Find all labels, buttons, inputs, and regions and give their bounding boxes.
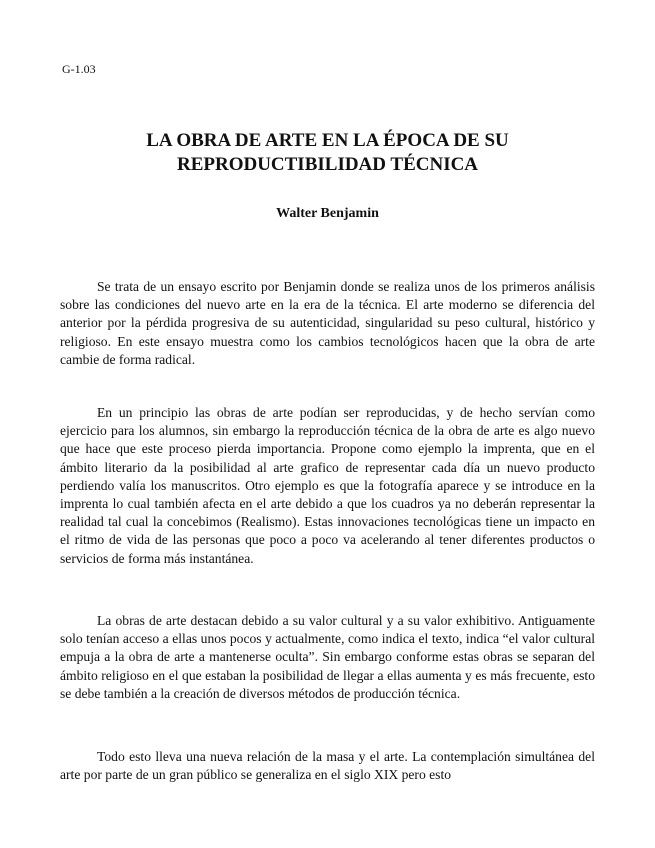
paragraph-2: En un principio las obras de arte podían ser reproducidas, y de hecho servían como ejercicio para los alumnos, sin embargo la reproducción técnica de la obra de arte es algo nuevo que hace que este proceso pierda importancia. Propone como ejemplo la imprenta, que en el ámbito literario da la posibilidad al arte grafico de representar cada día un nuevo producto perdiendo valía los manuscritos. Otro ejemplo es que la fotografía aparece y se introduce en la imprenta lo cual también afecta en el arte debido a que los cuadros ya no deberán representar la realidad tal cual la concebimos (Realismo). Estas innovaciones tecnológicas tiene un impacto en el ritmo de vida de las personas que poco a poco va acelerando al tener diferentes productos o servicios de forma más instantánea.: [60, 405, 595, 566]
document-code: G-1.03: [62, 62, 96, 76]
author-name: Walter Benjamin: [276, 206, 379, 221]
document-title: [60, 129, 595, 177]
title-line-2: REPRODUCTIBILIDAD TÉCNICA: [176, 154, 479, 175]
title-line-1: LA OBRA DE ARTE EN LA ÉPOCA DE SU: [146, 130, 509, 151]
paragraph-1: Se trata de un ensayo escrito por Benjamin donde se realiza unos de los primeros análisis sobre las condiciones del nuevo arte en la era de la técnica. El arte moderno se diferencia del anterior por la pérdida progresiva de su autenticidad, singularidad su peso cultural, histórico y religioso. En este ensayo muestra como los cambios tecnológicos hacen que la obra de arte cambie de forma radical.: [60, 279, 595, 367]
paragraph-3: La obras de arte destacan debido a su valor cultural y a su valor exhibitivo. Antiguamente solo tenían acceso a ellas unos pocos y actualmente, como indica el texto, indica “el valor cultural empuja a la obra de arte a mantenerse oculta”. Sin embargo conforme estas obras se separan del ámbito religioso en el que estaban la posibilidad de llegar a ellas aumenta y es más frecuente, esto se debe también a la creación de diversos métodos de producción técnica.: [60, 613, 595, 701]
paragraph-4: Todo esto lleva una nueva relación de la masa y el arte. La contemplación simultánea del arte por parte de un gran público se generaliza en el siglo XIX pero esto: [60, 749, 595, 783]
